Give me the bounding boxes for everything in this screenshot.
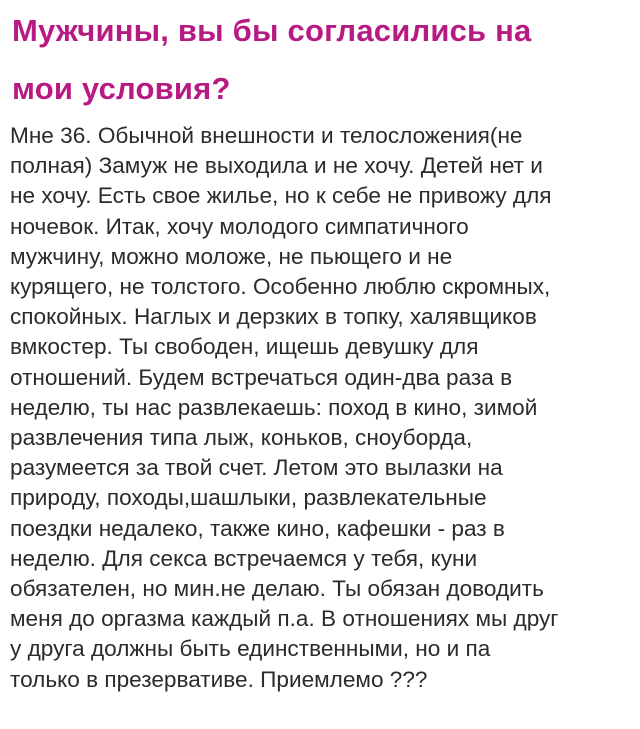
post-body-line: разумеется за твой счет. Летом это вылазки на (10, 455, 503, 481)
post-body-line: природу, походы,шашлыки, развлекательные (10, 485, 487, 511)
post-title-line: Мужчины, вы бы согласились на (12, 13, 532, 48)
post-body-line: мужчину, можно моложе, не пьющего и не (10, 243, 453, 269)
post-title (12, 0, 626, 118)
post-body-line: обязателен, но мин.не делаю. Ты обязан доводить (10, 576, 544, 602)
post-body-line: вмкостер. Ты свободен, ищешь девушку для (10, 334, 479, 360)
post-body-line: полная) Замуж не выходила и не хочу. Детей нет и (10, 153, 543, 179)
post-body-line: развлечения типа лыж, коньков, сноуборда, (10, 425, 473, 451)
post-title-line: мои условия? (12, 71, 231, 106)
post-body-line: не хочу. Есть свое жилье, но к себе не привожу для (10, 183, 552, 209)
post-body-line: меня до оргазма каждый п.а. В отношениях мы друг (10, 606, 559, 632)
post-body-line: ночевок. Итак, хочу молодого симпатичного (10, 213, 469, 239)
post-body (10, 121, 628, 695)
post-body-line: неделю. Для секса встречаемся у тебя, куни (10, 545, 478, 571)
post-body-line: поездки недалеко, также кино, кафешки - раз в (10, 515, 505, 541)
post-body-line: Мне 36. Обычной внешности и телосложения(не (10, 123, 523, 148)
post-body-line: отношений. Будем встречаться один-два раза в (10, 364, 513, 390)
post-body-line: у друга должны быть единственными, но и па (10, 636, 491, 662)
post-body-line: курящего, не толстого. Особенно люблю скромных, (10, 274, 551, 300)
post-body-line: только в презервативе. Приемлемо ??? (10, 666, 428, 692)
post-body-line: неделю, ты нас развлекаешь: поход в кино, зимой (10, 394, 538, 420)
post-body-line: спокойных. Наглых и дерзких в топку, халявщиков (10, 304, 537, 330)
